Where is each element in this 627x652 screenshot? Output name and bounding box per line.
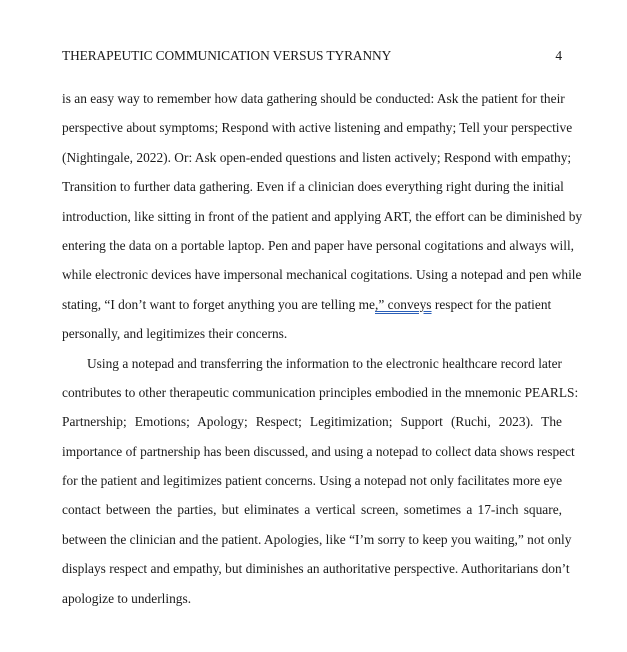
text-line: importance of partnership has been discussed, and using a notepad to collect data shows respect <box>62 443 575 459</box>
text-line: perspective about symptoms; Respond with active listening and empathy; Tell your perspective <box>62 120 573 136</box>
text-line: Partnership; Emotions; Apology; Respect; Legitimization; Support (Ruchi, 2023). The <box>62 414 562 430</box>
paragraph-2[interactable] <box>62 349 579 614</box>
text-line: displays respect and empathy, but diminishes an authoritative perspective. Authoritarians don’t <box>62 561 570 577</box>
text-line: for the patient and legitimizes patient concerns. Using a notepad not only facilitates more eye <box>62 473 563 489</box>
paragraph-1[interactable] <box>62 84 583 349</box>
text-line: Transition to further data gathering. Even if a clinician does everything right during the initial <box>62 179 564 195</box>
text-line: is an easy way to remember how data gathering should be conducted: Ask the patient for their <box>62 91 565 106</box>
text-line: personally, and legitimizes their concerns. <box>62 326 288 342</box>
page-number: 4 <box>555 48 562 63</box>
text-fragment: stating, “I don’t want to forget anything you are telling me <box>62 296 375 312</box>
text-line: Using a notepad and transferring the information to the electronic healthcare record later <box>87 355 562 371</box>
text-line: apologize to underlings. <box>62 590 192 606</box>
text-line: (Nightingale, 2022). Or: Ask open-ended questions and listen actively; Respond with empathy; <box>62 149 572 165</box>
text-line: contact between the parties, but eliminates a vertical screen, sometimes a 17-inch square, <box>62 502 562 518</box>
text-fragment: respect for the patient <box>431 296 552 312</box>
running-head-title: THERAPEUTIC COMMUNICATION VERSUS TYRANNY <box>62 48 392 63</box>
text-line: introduction, like sitting in front of the patient and applying ART, the effort can be diminished by <box>62 208 583 224</box>
text-line-with-grammar-flag <box>62 290 562 319</box>
text-line: entering the data on a portable laptop. Pen and paper have personal cogitations and always will, <box>62 237 575 253</box>
grammar-suggestion-underline[interactable]: ,” conveys <box>375 296 432 312</box>
body-text[interactable] <box>62 84 583 613</box>
text-line: contributes to other therapeutic communication principles embodied in the mnemonic PEARLS: <box>62 384 579 400</box>
running-head <box>62 47 562 65</box>
text-line: between the clinician and the patient. Apologies, like “I’m sorry to keep you waiting,” not only <box>62 531 572 547</box>
text-line: while electronic devices have impersonal mechanical cogitations. Using a notepad and pen while <box>62 267 582 283</box>
